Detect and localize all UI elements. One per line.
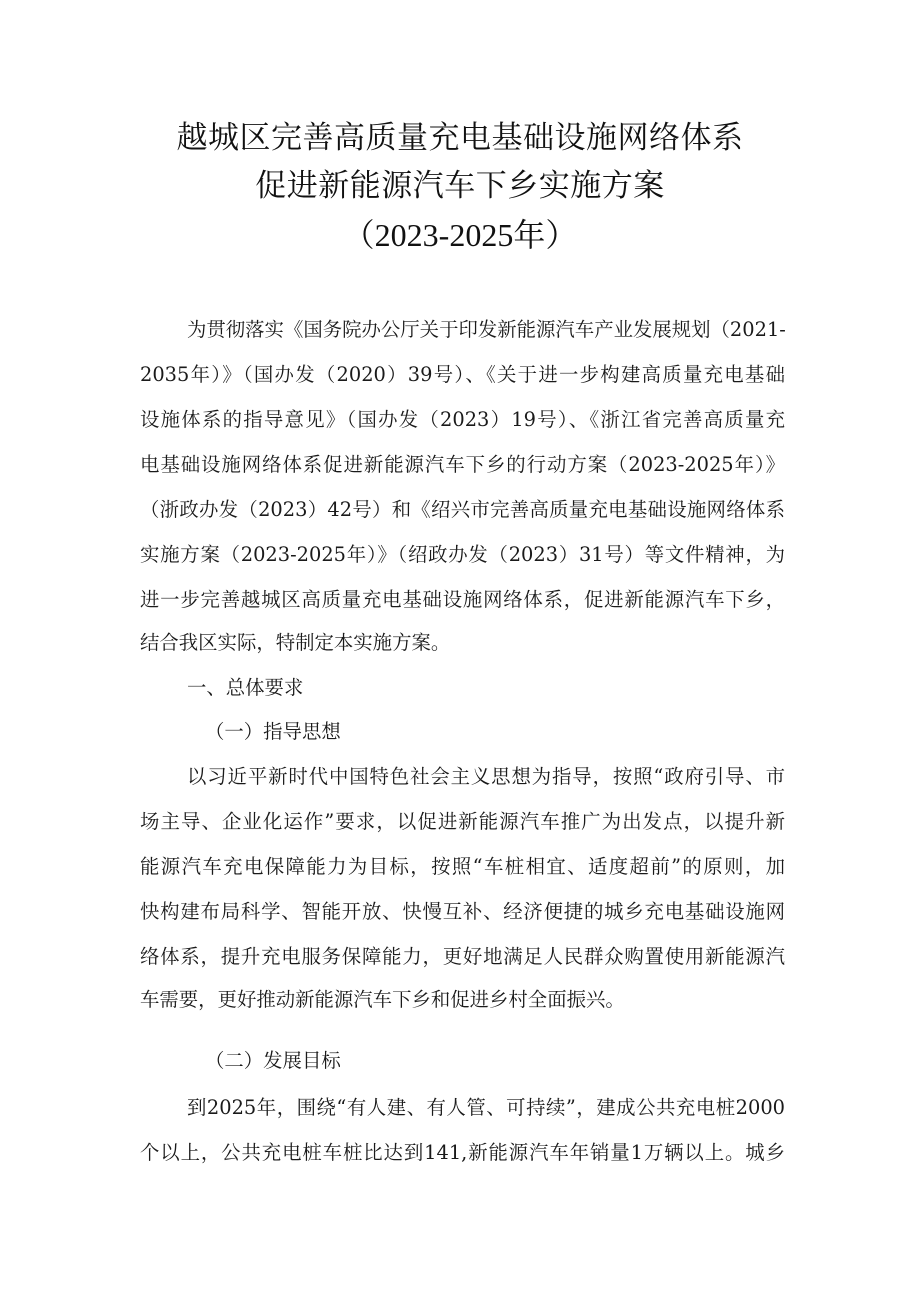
guiding-line: 能源汽车充电保障能力为目标，按照“车桩相宜、适度超前”的原则，加 — [140, 855, 785, 878]
goal-line: 到2025年，围绕“有人建、有人管、可持续”，建成公共充电桩2000 — [187, 1096, 785, 1119]
intro-line: 2035年）》（国办发（2020）39号）、《关于进一步构建高质量充电基础 — [140, 363, 785, 386]
document-title-years: （2023-2025年） — [342, 217, 578, 253]
intro-line: 结合我区实际，特制定本实施方案。 — [140, 631, 451, 654]
document-title-line-1: 越城区完善高质量充电基础设施网络体系 — [176, 120, 744, 156]
section-heading-overall-requirements: 一、总体要求 — [187, 676, 304, 699]
intro-line: 实施方案（2023-2025年）》（绍政办发（2023）31号）等文件精神，为 — [140, 543, 785, 566]
document-title-line-2: 促进新能源汽车下乡实施方案 — [255, 168, 665, 204]
guiding-line: 场主导、企业化运作”要求，以促进新能源汽车推广为出发点，以提升新 — [140, 810, 785, 833]
intro-line: （浙政办发（2023）42号）和《绍兴市完善高质量充电基础设施网络体系 — [140, 498, 785, 521]
subsection-heading-development-goals: （二）发展目标 — [205, 1049, 341, 1072]
intro-line: 电基础设施网络体系促进新能源汽车下乡的行动方案（2023-2025年）》 — [140, 453, 785, 476]
intro-line: 设施体系的指导意见》（国办发（2023）19号）、《浙江省完善高质量充 — [140, 408, 785, 431]
intro-line: 为贯彻落实《国务院办公厅关于印发新能源汽车产业发展规划（2021- — [187, 318, 786, 341]
guiding-line: 络体系，提升充电服务保障能力，更好地满足人民群众购置使用新能源汽 — [140, 945, 785, 968]
goal-line: 个以上，公共充电桩车桩比达到141,新能源汽车年销量1万辆以上。城乡 — [140, 1141, 785, 1164]
subsection-heading-guiding-ideology: （一）指导思想 — [205, 720, 341, 743]
intro-line: 进一步完善越城区高质量充电基础设施网络体系，促进新能源汽车下乡， — [140, 588, 785, 611]
guiding-line: 快构建布局科学、智能开放、快慢互补、经济便捷的城乡充电基础设施网 — [140, 900, 785, 923]
guiding-line: 以习近平新时代中国特色社会主义思想为指导，按照“政府引导、市 — [187, 765, 785, 788]
guiding-line: 车需要，更好推动新能源汽车下乡和促进乡村全面振兴。 — [140, 988, 625, 1011]
